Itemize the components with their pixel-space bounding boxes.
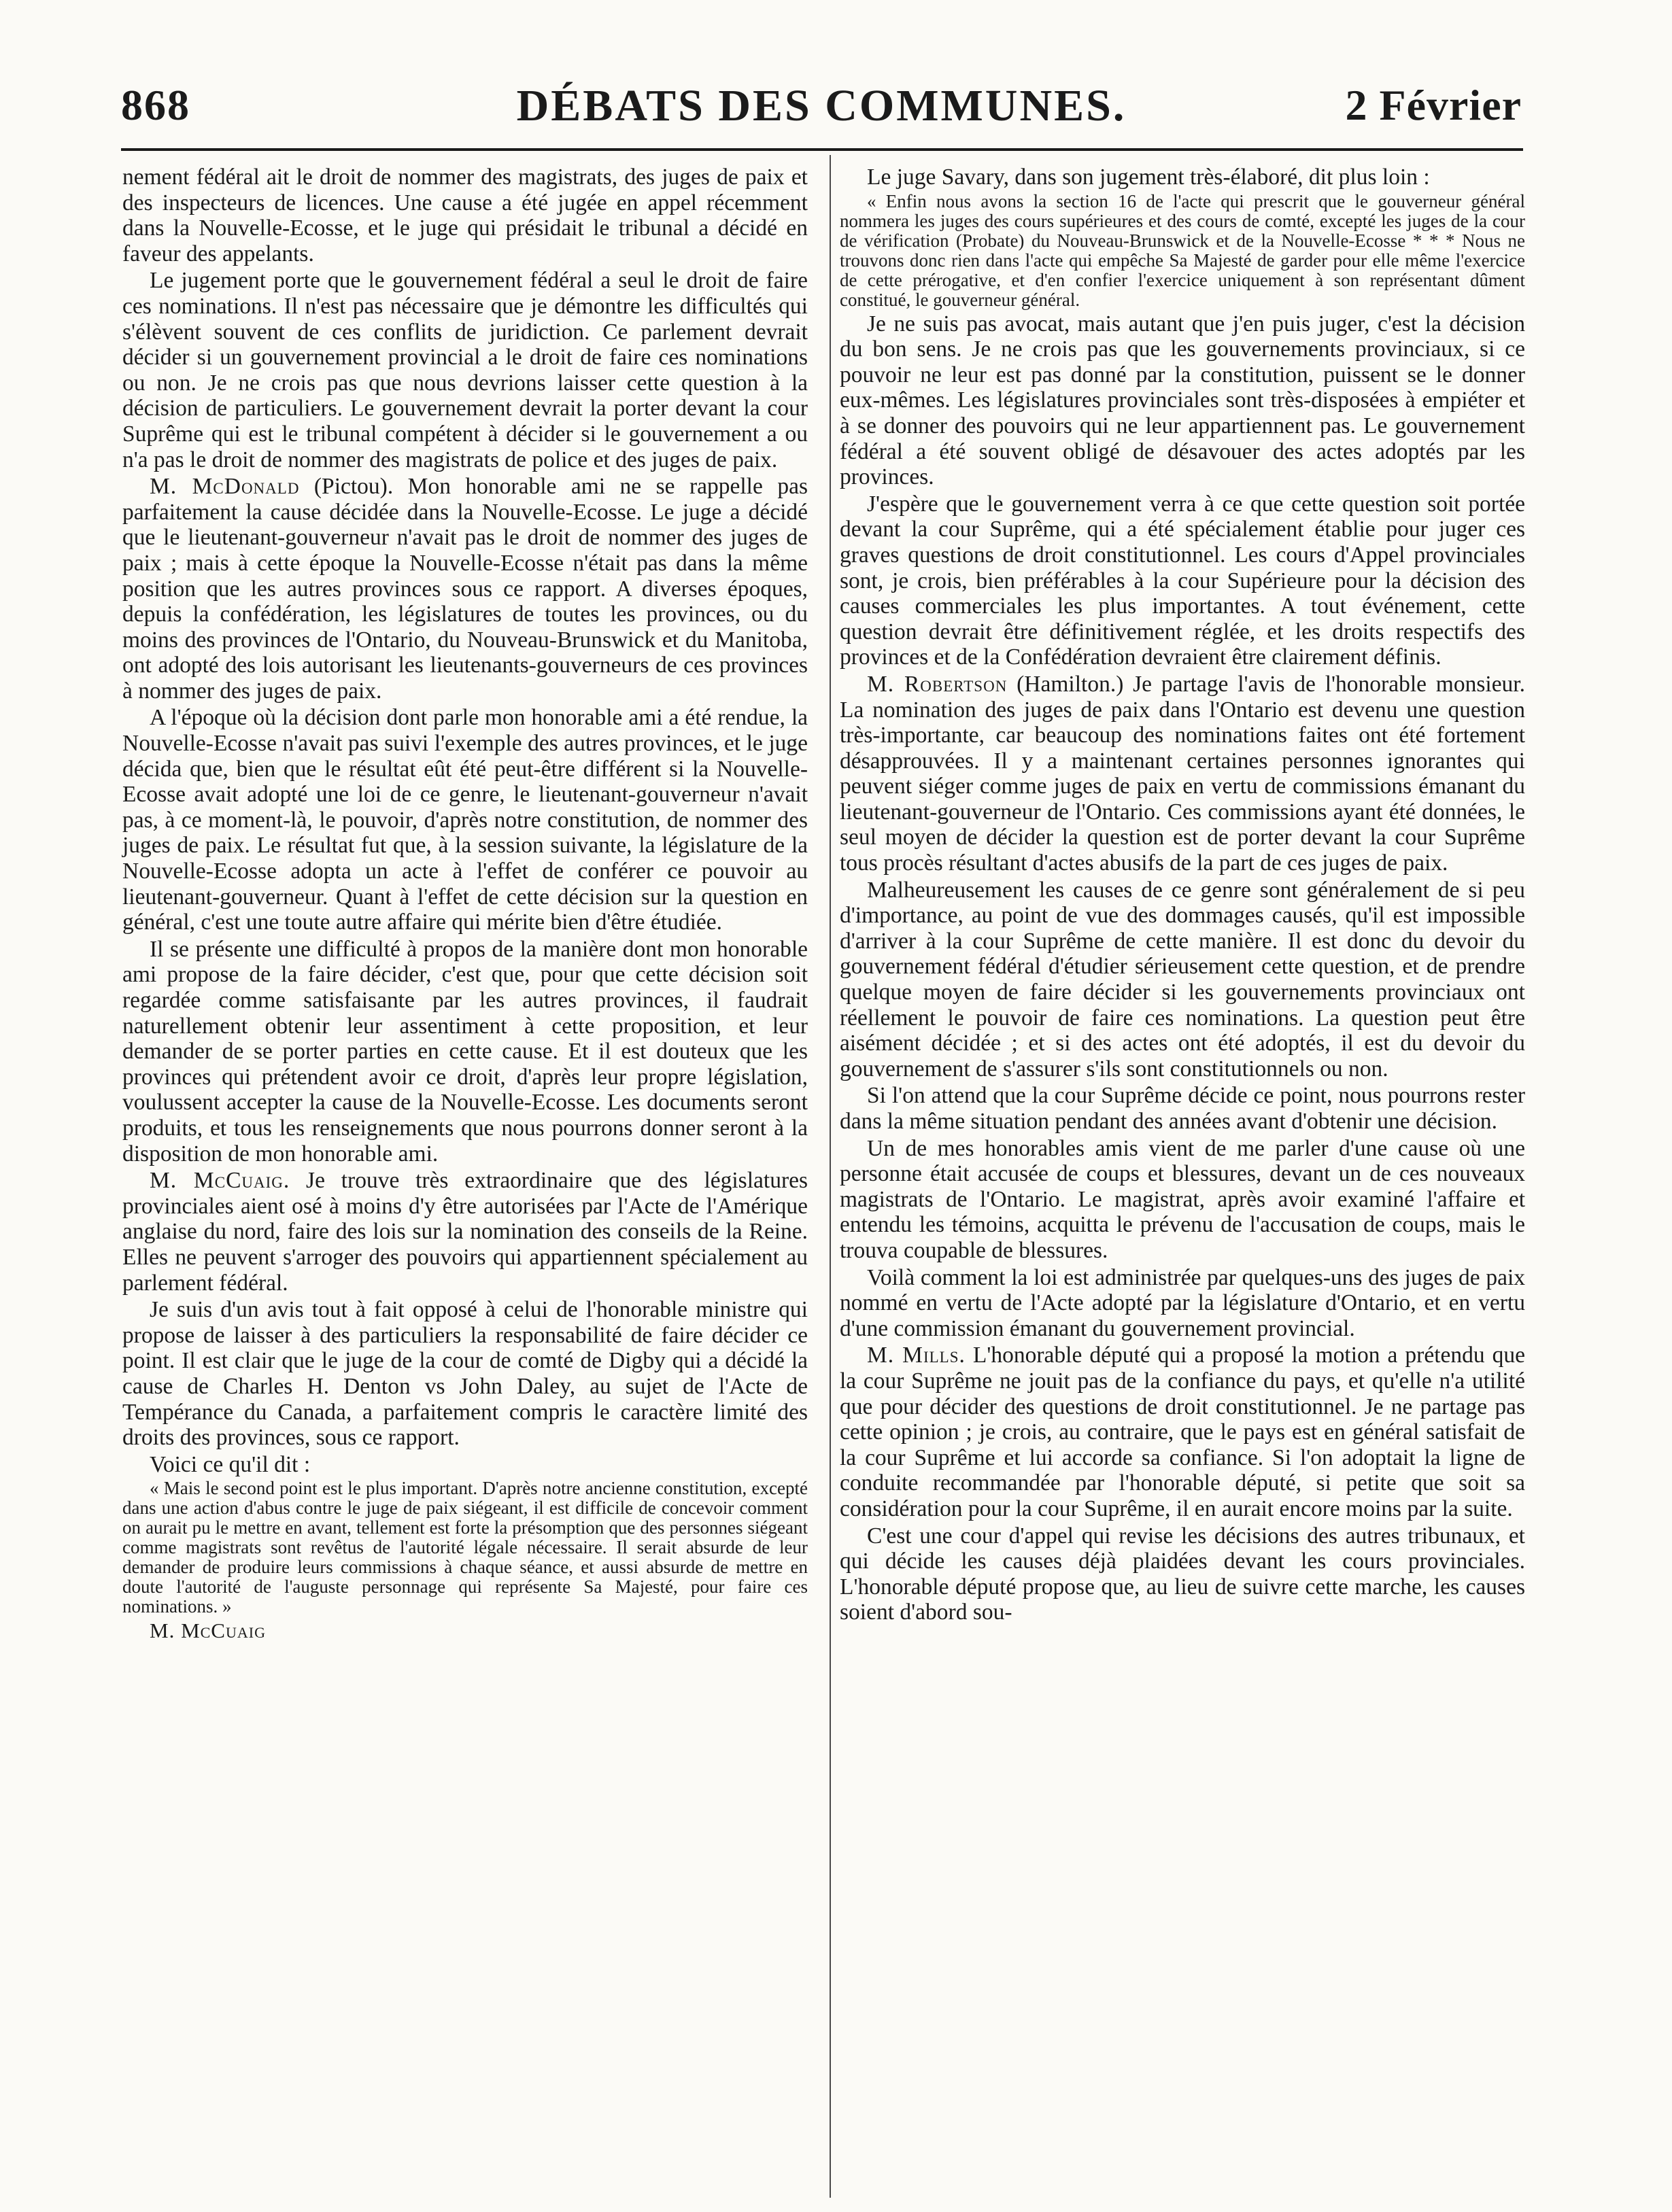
speaker-name: M. McDonald: [150, 474, 300, 500]
page-header: [121, 80, 1522, 135]
paragraph: Un de mes honorables amis vient de me parler d'une cause où une personne était accusée de coups et blessures, devant un de ces nouveaux magistrats de l'Ontario. Le magistrat, après avoir examiné l'affaire et entendu les témoins, acquitta le prévenu de l'accusation de coups, mais le trouva coupable de blessures.: [840, 1135, 1525, 1263]
paragraph: [840, 1343, 1525, 1521]
paragraph: Voici ce qu'il dit :: [150, 1451, 311, 1477]
paragraph: A l'époque où la décision dont parle mon honorable ami a été rendue, la Nouvelle-Ecosse n'avait pas suivi l'exemple des autres provinces, et le juge décida que, bien que le résultat eût été peut-être différent si la Nouvelle-Ecosse avait adopté une loi de ce genre, le lieutenant-gouverneur n'avait pas, à ce moment-là, le pouvoir, d'après notre constitution, de nommer des juges de paix. Le résultat fut que, à la session suivante, la législature de la Nouvelle-Ecosse adopta un acte à l'effet de conférer ce pouvoir au lieutenant-gouverneur. Quant à l'effet de cette décision sur la question en général, c'est une toute autre affaire qui mérite bien d'être étudiée.: [122, 705, 808, 935]
paragraph: Le jugement porte que le gouvernement fédéral a seul le droit de faire ces nominations. Il n'est pas nécessaire que je démontre les difficultés qui s'élèvent souvent de ces conflits de juridiction. Ce parlement devrait décider si un gouvernement provincial a le droit de faire ces nominations ou non. Je ne crois pas que nous devrions laisser cette question à la décision de particuliers. Le gouvernement devrait la porter devant la cour Suprême qui est le tribunal compétent à décider si le gouvernement a ou n'a pas le droit de nommer des magistrats de police et des juges de paix.: [122, 268, 808, 472]
paragraph: [122, 1168, 808, 1296]
page-number: 868: [121, 81, 190, 129]
paragraph: Je ne suis pas avocat, mais autant que j'en puis juger, c'est la décision du bon sens. Je ne crois pas que les gouvernements provinciaux, si ce pouvoir ne leur est pas donné par la constitution, puissent se le donner eux-mêmes. Les législatures provinciales sont très-disposées à empiéter et à se donner des pouvoirs qui ne leur appartiennent pas. Le gouvernement fédéral a été souvent obligé de désavouer des actes adoptés par les provinces.: [840, 311, 1525, 490]
page-title: DÉBATS DES COMMUNES.: [516, 81, 1127, 131]
paragraph: Malheureusement les causes de ce genre sont généralement de si peu d'importance, au point de vue des dommages causés, qu'il est impossible d'arriver à la cour Suprême de cette manière. Il est donc du devoir du gouvernement fédéral d'étudier sérieusement cette question, et de prendre quelque moyen de faire décider si les gouvernements provinciaux ont réellement le pouvoir de faire ces nominations. La question peut être aisément décidée ; et si des actes ont été adoptés, il est du devoir du gouvernement de s'assurer s'ils sont constitutionnels ou non.: [840, 877, 1525, 1082]
speech-text: Je trouve très extraordinaire que des législatures provinciales aient osé à moins d'y être autorisées par l'Acte de l'Amérique anglaise du nord, faire des lois sur la nomination des conseils de la Reine. Elles ne peuvent s'arroger des pouvoirs qui appartiennent spécialement au parlement fédéral.: [122, 1168, 808, 1296]
paragraph: Je suis d'un avis tout à fait opposé à celui de l'honorable ministre qui propose de laisser à des particuliers la responsabilité de faire décider ce point. Il est clair que le juge de la cour de comté de Digby qui a décidé la cause de Charles H. Denton vs John Daley, au sujet de l'Acte de Tempérance du Canada, a parfaitement compris le caractère limité des droits des provinces, sous ce rapport.: [122, 1297, 808, 1451]
block-quote: « Mais le second point est le plus important. D'après notre ancienne constitution, excepté dans une action d'abus contre le juge de paix siégeant, il est difficile de concevoir comment on aurait pu le mettre en avant, tellement est forte la présomption que des personnes siégeant comme magistrats sont revêtus de l'autorité légale nécessaire. Il serait absurde de leur demander de produire leurs commissions à chaque séance, et aussi absurde de mettre en doute l'autorité de l'auguste personnage qui représente Sa Majesté, pour faire ces nominations. »: [122, 1478, 808, 1617]
speech-text: (Pictou). Mon honorable ami ne se rappelle pas parfaitement la cause décidée dans la Nouvelle-Ecosse. Le juge a décidé que le lieutenant-gouverneur n'avait pas le droit de nommer des juges de paix ; mais à cette époque la Nouvelle-Ecosse n'était pas dans la même position que les autres provinces sous ce rapport. A diverses époques, depuis la confédération, les législatures de toutes les provinces, ou du moins des provinces de l'Ontario, du Nouveau-Brunswick et du Manitoba, ont adopté des lois autorisant les lieutenants-gouverneurs de ces provinces à nommer des juges de paix.: [122, 474, 808, 704]
quote-signature: M. McCuaig: [150, 1619, 266, 1643]
speech-text: L'honorable député qui a proposé la motion a prétendu que la cour Suprême ne jouit pas de la confiance du pays, et qu'elle n'a utilité que pour décider des questions de droit constitutionnel. Je ne partage pas cette opinion ; je crois, au contraire, que le pays est en général satisfait de la cour Suprême et lui accorde sa confiance. Si l'on adoptait la ligne de conduite recommandée par l'honorable député, si petite que soit sa considération pour la cour Suprême, il en aurait encore moins par la suite.: [840, 1343, 1525, 1521]
speaker-name: M. Robertson: [867, 671, 1008, 697]
speaker-name: M. McCuaig.: [150, 1168, 290, 1194]
paragraph: Il se présente une difficulté à propos de la manière dont mon honorable ami propose de la faire décider, c'est que, pour que cette décision soit regardée comme satisfaisante par les autres provinces, il faudrait naturellement obtenir leur assentiment à cette proposition, et leur demander de se porter parties en cette cause. Et il est douteux que les provinces qui prétendent avoir ce droit, d'après leur propre législation, voulussent accepter la cause de la Nouvelle-Ecosse. Les documents seront produits, et tous les renseignements que nous pourrons donner seront à la disposition de mon honorable ami.: [122, 936, 808, 1167]
right-column: [840, 165, 1525, 1627]
paragraph: [840, 672, 1525, 876]
page-date: 2 Février: [1345, 81, 1522, 129]
paragraph: J'espère que le gouvernement verra à ce que cette question soit portée devant la cour Suprême, qui a été spécialement établie pour juger ces graves questions de droit constitutionnel. Les cours d'Appel provinciales sont, je crois, bien préférables à la cour Supérieure pour la décision des causes commerciales les plus importantes. A tout événement, cette question devrait être définitivement réglée, et les droits respectifs des provinces et de la Confédération devraient être clairement définis.: [840, 491, 1525, 670]
column-divider: [830, 155, 831, 2198]
paragraph: Voilà comment la loi est administrée par quelques-uns des juges de paix nommé en vertu de l'Acte adopté par la législature d'Ontario, et en vertu d'une commission émanant du gouvernement provincial.: [840, 1264, 1525, 1341]
block-quote: « Enfin nous avons la section 16 de l'acte qui prescrit que le gouverneur général nommera les juges des cours supérieures et des cours de comté, excepté les juges de la cour de vérification (Probate) du Nouveau-Brunswick et de la Nouvelle-Ecosse * * * Nous ne trouvons donc rien dans l'acte qui empêche Sa Majesté de garder pour elle même l'exercice de cette prérogative, et d'en confier l'exercice uniquement à son représentant dûment constitué, le gouverneur général.: [840, 190, 1525, 310]
speaker-name: M. Mills.: [867, 1343, 966, 1368]
paragraph: nement fédéral ait le droit de nommer des magistrats, des juges de paix et des inspecteurs de licences. Une cause a été jugée en appel récemment dans la Nouvelle-Ecosse, et le juge qui présidait le tribunal a décidé en faveur des appelants.: [122, 165, 808, 266]
speech-text: (Hamilton.) Je partage l'avis de l'honorable monsieur. La nomination des juges de paix dans l'Ontario est devenu une question très-importante, car beaucoup des nominations faites ont été fortement désapprouvées. Il y a maintenant certaines personnes ignorantes qui peuvent siéger comme juges de paix en vertu de commissions émanant du lieutenant-gouverneur de l'Ontario. Ces commissions ayant été données, le seul moyen de décider la question est de porter devant la cour Suprême tous procès résultant d'actes abusifs de la part de ces juges de paix.: [840, 671, 1525, 876]
header-rule: [121, 148, 1523, 151]
paragraph: Le juge Savary, dans son jugement très-élaboré, dit plus loin :: [867, 165, 1430, 190]
paragraph: Si l'on attend que la cour Suprême décide ce point, nous pourrons rester dans la même situation pendant des années avant d'obtenir une décision.: [840, 1083, 1525, 1134]
left-column: [122, 165, 808, 1645]
paragraph: [122, 474, 808, 704]
paragraph: C'est une cour d'appel qui revise les décisions des autres tribunaux, et qui décide les causes déjà plaidées devant les cours provinciales. L'honorable député propose que, au lieu de suivre cette marche, les causes soient d'abord sou-: [840, 1523, 1525, 1625]
